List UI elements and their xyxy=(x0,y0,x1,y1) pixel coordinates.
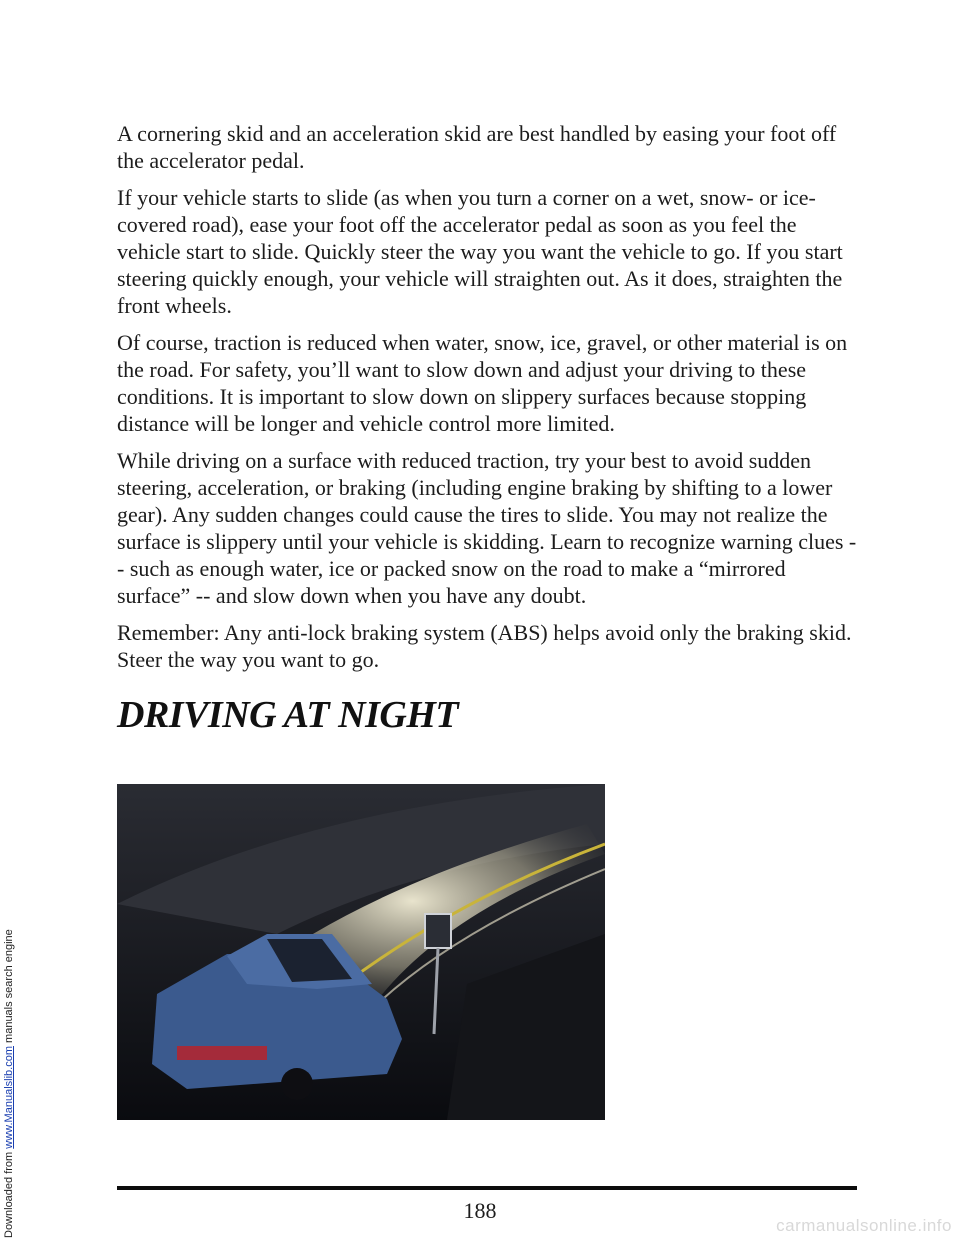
download-banner xyxy=(0,0,16,1242)
page-number: 188 xyxy=(463,1198,497,1223)
paragraph-warning-clues: While driving on a surface with reduced traction, try your best to avoid sudden steering, acceleration, or braking (including engine braking by shifting to a lower gear). Any sudden changes could cause the tires to slide. You may not realize the surface is slippery until your vehicle is skidding. Learn to recognize warning clues -- such as enough water, ice or packed snow on the road to make a “mirrored surface” -- and slow down when you have any doubt. xyxy=(117,448,857,608)
road-sign xyxy=(425,914,451,948)
car-wheel xyxy=(281,1068,313,1100)
banner-suffix: manuals search engine xyxy=(3,929,15,1047)
footer-rule xyxy=(117,1186,857,1190)
banner-prefix: Downloaded from xyxy=(3,1148,15,1238)
night-driving-photo xyxy=(117,784,605,1120)
manualslib-link[interactable]: www.Manualslib.com xyxy=(3,1046,15,1149)
car-taillights xyxy=(177,1046,267,1060)
paragraph-vehicle-slide: If your vehicle starts to slide (as when you turn a corner on a wet, snow- or ice-covered road), ease your foot off the accelerator pedal as soon as you feel the vehicle start to slide. Quickly steer the way you want the vehicle to go. If you start steering quickly enough, your vehicle will straighten out. As it does, straighten the front wheels. xyxy=(117,185,843,318)
paragraph-abs-reminder: Remember: Any anti-lock braking system (ABS) helps avoid only the braking skid. Steer the way you want to go. xyxy=(117,620,852,672)
page-content xyxy=(117,120,862,755)
section-heading: DRIVING AT NIGHT xyxy=(117,694,459,736)
night-car-illustration xyxy=(117,784,605,1120)
paragraph-reduced-traction: Of course, traction is reduced when water, snow, ice, gravel, or other material is on the road. For safety, you’ll want to slow down and adjust your driving to these conditions. It is important to slow down on slippery surfaces because stopping distance will be longer and vehicle control more limited. xyxy=(117,330,848,436)
site-watermark: carmanualsonline.info xyxy=(776,1216,952,1235)
paragraph-cornering-skid: A cornering skid and an acceleration skid are best handled by easing your foot off the accelerator pedal. xyxy=(117,121,837,173)
